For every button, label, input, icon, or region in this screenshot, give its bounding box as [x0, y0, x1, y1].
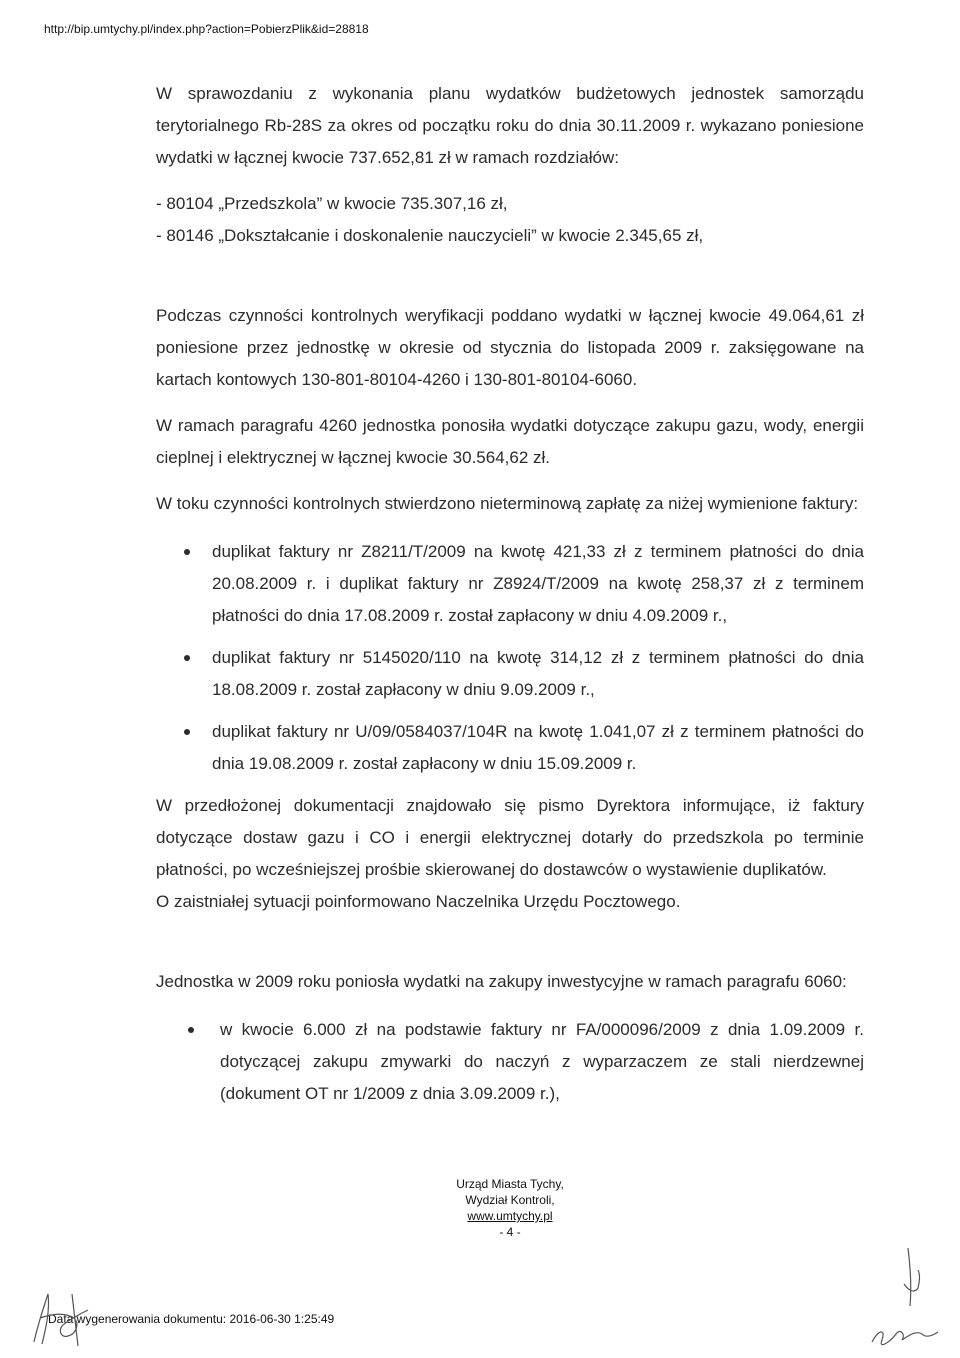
list-item: duplikat faktury nr 5145020/110 na kwotę 314,12 zł z terminem płatności do dnia 18.08.2009 r. został zapłacony w dniu 9.09.2009 r.,: [156, 642, 864, 706]
footer-department: Wydział Kontroli,: [465, 1193, 555, 1207]
invoice-list: [156, 536, 864, 780]
generation-date: Data wygenerowania dokumentu: 2016-06-30 1:25:49: [48, 1312, 335, 1326]
handwritten-initials-right: [860, 1244, 950, 1354]
paragraph-verification: Podczas czynności kontrolnych weryfikacji poddano wydatki w łącznej kwocie 49.064,61 zł poniesione przez jednostkę w okresie od stycznia do listopada 2009 r. zaksięgowane na kartach kontowych 130-801-80104-4260 i 130-801-80104-6060.: [156, 306, 864, 389]
handwritten-signature-left: [28, 1284, 118, 1350]
line-section-80146: - 80146 „Dokształcanie i doskonalenie nauczycieli” w kwocie 2.345,65 zł,: [156, 226, 704, 245]
source-url: http://bip.umtychy.pl/index.php?action=PobierzPlik&id=28818: [44, 22, 369, 36]
paragraph-director-letter: W przedłożonej dokumentacji znajdowało się pismo Dyrektora informujące, iż faktury dotyczące dostaw gazu i CO i energii elektrycznej dotarły do przedszkola po terminie płatności, po wcześniejszej prośbie skierowanej do dostawców o wystawienie duplikatów.: [156, 796, 864, 879]
paragraph-4260: W ramach paragrafu 4260 jednostka ponosiła wydatki dotyczące zakupu gazu, wody, energii cieplnej i elektrycznej w łącznej kwocie 30.564,62 zł.: [156, 416, 864, 467]
paragraph-post-office: O zaistniałej sytuacji poinformowano Naczelnika Urzędu Pocztowego.: [156, 892, 681, 911]
list-item: duplikat faktury nr U/09/0584037/104R na kwotę 1.041,07 zł z terminem płatności do dnia 19.08.2009 r. został zapłacony w dniu 15.09.2009 r.: [156, 716, 864, 780]
document-body: [156, 78, 864, 1120]
line-section-80104: - 80104 „Przedszkola” w kwocie 735.307,16 zł,: [156, 194, 508, 213]
paragraph-investments: Jednostka w 2009 roku poniosła wydatki na zakupy inwestycyjne w ramach paragrafu 6060:: [156, 972, 847, 991]
paragraph-report-summary: W sprawozdaniu z wykonania planu wydatków budżetowych jednostek samorządu terytorialnego Rb-28S za okres od początku roku do dnia 30.11.2009 r. wykazano poniesione wydatki w łącznej kwocie 737.652,81 zł w ramach rozdziałów:: [156, 84, 864, 167]
footer-block: [410, 1176, 610, 1240]
paragraph-late-payment: W toku czynności kontrolnych stwierdzono nieterminową zapłatę za niżej wymienione faktury:: [156, 494, 859, 513]
investment-list: [156, 1014, 864, 1110]
list-item: w kwocie 6.000 zł na podstawie faktury nr FA/000096/2009 z dnia 1.09.2009 r. dotyczącej zakupu zmywarki do naczyń z wyparzaczem ze stali nierdzewnej (dokument OT nr 1/2009 z dnia 3.09.2009 r.),: [156, 1014, 864, 1110]
page-number: - 4 -: [499, 1225, 521, 1239]
list-item: duplikat faktury nr Z8211/T/2009 na kwotę 421,33 zł z terminem płatności do dnia 20.08.2009 r. i duplikat faktury nr Z8924/T/2009 na kwotę 258,37 zł z terminem płatności do dnia 17.08.2009 r. został zapłacony w dniu 4.09.2009 r.,: [156, 536, 864, 632]
footer-office: Urząd Miasta Tychy,: [456, 1177, 564, 1191]
footer-website-link[interactable]: www.umtychy.pl: [467, 1209, 553, 1223]
